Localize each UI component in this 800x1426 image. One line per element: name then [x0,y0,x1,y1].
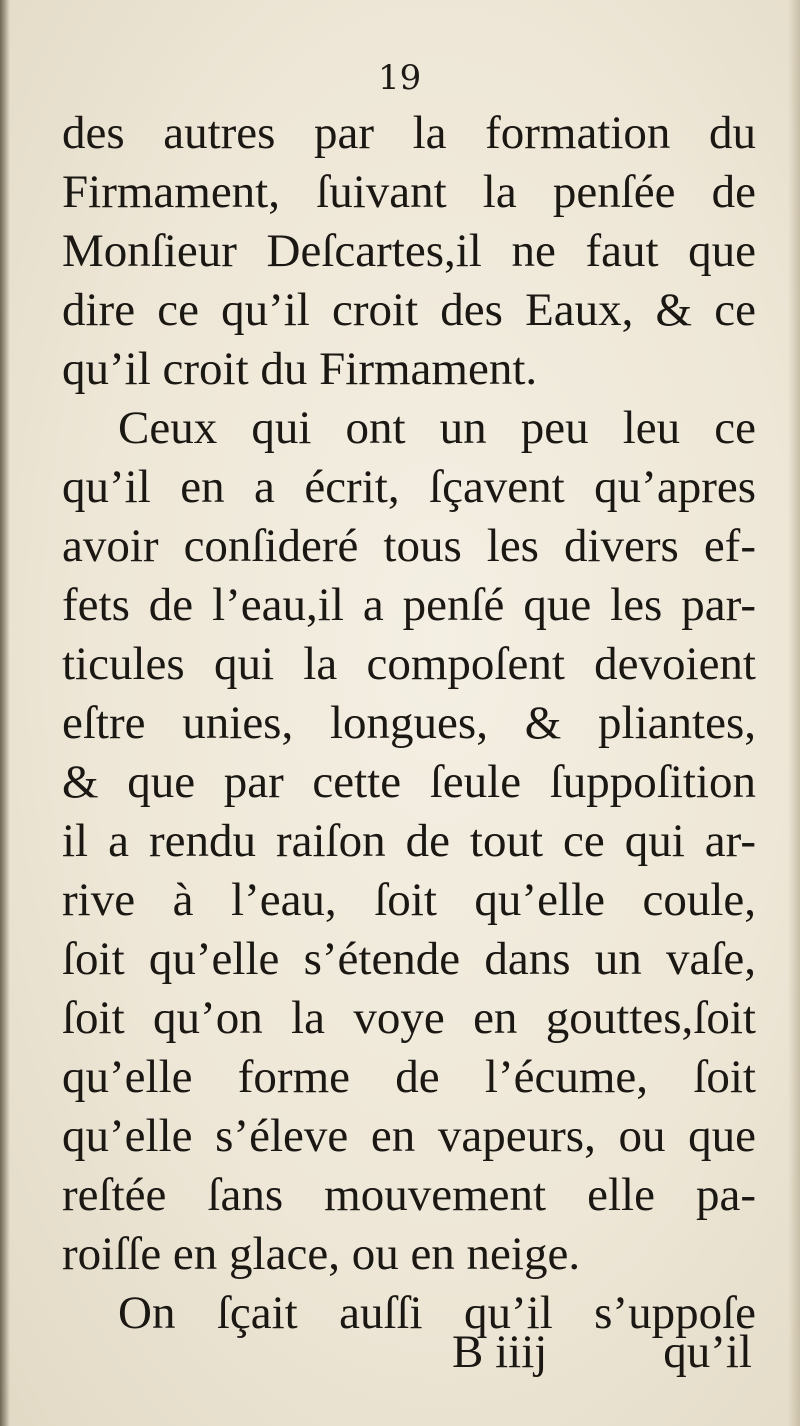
text-line: des autres par la formation du [62,107,756,159]
text-line: Monſieur Deſcartes,il ne faut que [62,225,756,277]
text-line: On ſçait auſſi qu’il s’uppoſe [118,1287,756,1339]
text-line: & que par cette ſeule ſuppoſition [62,756,756,808]
page-gutter [0,0,10,1426]
text-line: rive à l’eau, ſoit qu’elle coule, [62,874,756,926]
page-number: 19 [378,58,422,98]
text-line: il a rendu raiſon de tout ce qui ar- [62,815,756,867]
catchword: qu’il [663,1326,752,1378]
text-line: avoir conſideré tous les divers ef- [62,520,756,572]
text-line: qu’elle s’éleve en vapeurs, ou que [62,1110,756,1162]
text-line: dire ce qu’il croit des Eaux, & ce [62,284,756,336]
text-line: qu’il en a écrit, ſçavent qu’apres [62,461,756,513]
text-line: eſtre unies, longues, & pliantes, [62,697,756,749]
page-edge [788,0,800,1426]
signature-mark: B iiij [452,1326,548,1378]
text-line: reſtée ſans mouvement elle pa- [62,1169,756,1221]
text-line: Ceux qui ont un peu leu ce [118,402,756,454]
text-line: roiſſe en glace, ou en neige. [62,1228,581,1280]
text-line: ſoit qu’elle s’étende dans un vaſe, [62,933,756,985]
body-text [62,104,756,1343]
text-line: Firmament, ſuivant la penſée de [62,166,756,218]
text-line: ſoit qu’on la voye en gouttes,ſoit [62,992,756,1044]
text-line: qu’elle forme de l’écume, ſoit [62,1051,756,1103]
page-footer [62,1323,756,1382]
text-line: qu’il croit du Firmament. [62,343,538,395]
text-line: ticules qui la compoſent devoient [62,638,756,690]
text-line: fets de l’eau,il a penſé que les par- [62,579,756,631]
